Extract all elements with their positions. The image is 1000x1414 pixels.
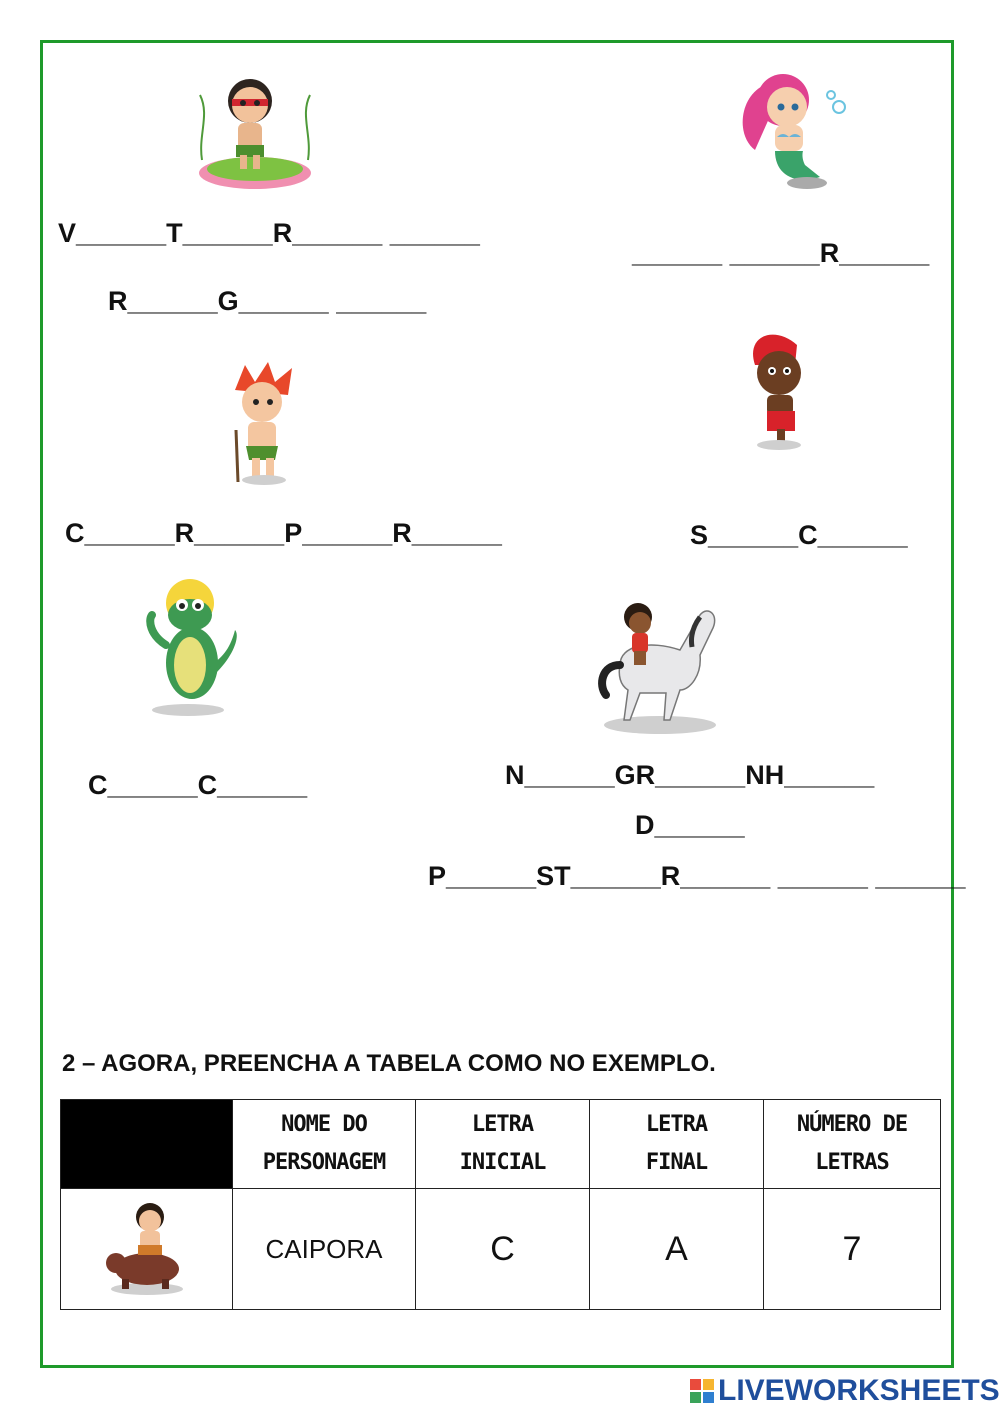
- example-count: 7: [764, 1189, 941, 1310]
- table-header-row: [61, 1100, 941, 1189]
- word-blank-7: N______GR______NH______: [505, 760, 875, 790]
- word-blank-2: ______ ______R______: [632, 238, 930, 268]
- header-letter-count: NÚMERO DE LETRAS: [764, 1100, 941, 1189]
- mermaid-illustration: [735, 65, 850, 200]
- caipora-illustration: [102, 1197, 192, 1297]
- header-final: LETRA FINAL: [590, 1100, 764, 1189]
- indigenous-girl-illustration: [190, 65, 320, 195]
- table-row: [61, 1189, 941, 1310]
- negrinho-do-pastoreio-illustration: [590, 595, 730, 740]
- header-blank-cell: [61, 1100, 233, 1189]
- logo-icon: [690, 1379, 714, 1403]
- word-blank-8: D______: [635, 810, 745, 840]
- saci-illustration: [735, 325, 820, 455]
- header-initial: LETRA INICIAL: [416, 1100, 590, 1189]
- cuca-illustration: [140, 575, 245, 720]
- word-blank-5: S______C______: [690, 520, 908, 550]
- word-blank-4: C______R______P______R______: [65, 518, 502, 548]
- word-blank-1: V______T______R______ ______: [58, 218, 480, 248]
- example-initial: C: [416, 1189, 590, 1310]
- header-name: NOME DO PERSONAGEM: [233, 1100, 416, 1189]
- word-blank-6: C______C______: [88, 770, 308, 800]
- word-blank-3: R______G______ ______: [108, 286, 427, 316]
- caipora-image-cell: [61, 1189, 233, 1310]
- section-title: 2 – AGORA, PREENCHA A TABELA COMO NO EXEMPLO.: [62, 1050, 716, 1077]
- word-blank-9: P______ST______R______ ______ ______: [428, 861, 966, 891]
- curupira-illustration: [220, 360, 310, 490]
- example-final: A: [590, 1189, 764, 1310]
- liveworksheets-logo: [690, 1374, 1000, 1408]
- logo-text: LIVEWORKSHEETS: [718, 1374, 1000, 1407]
- answer-table: [60, 1099, 941, 1310]
- example-name: CAIPORA: [233, 1189, 416, 1310]
